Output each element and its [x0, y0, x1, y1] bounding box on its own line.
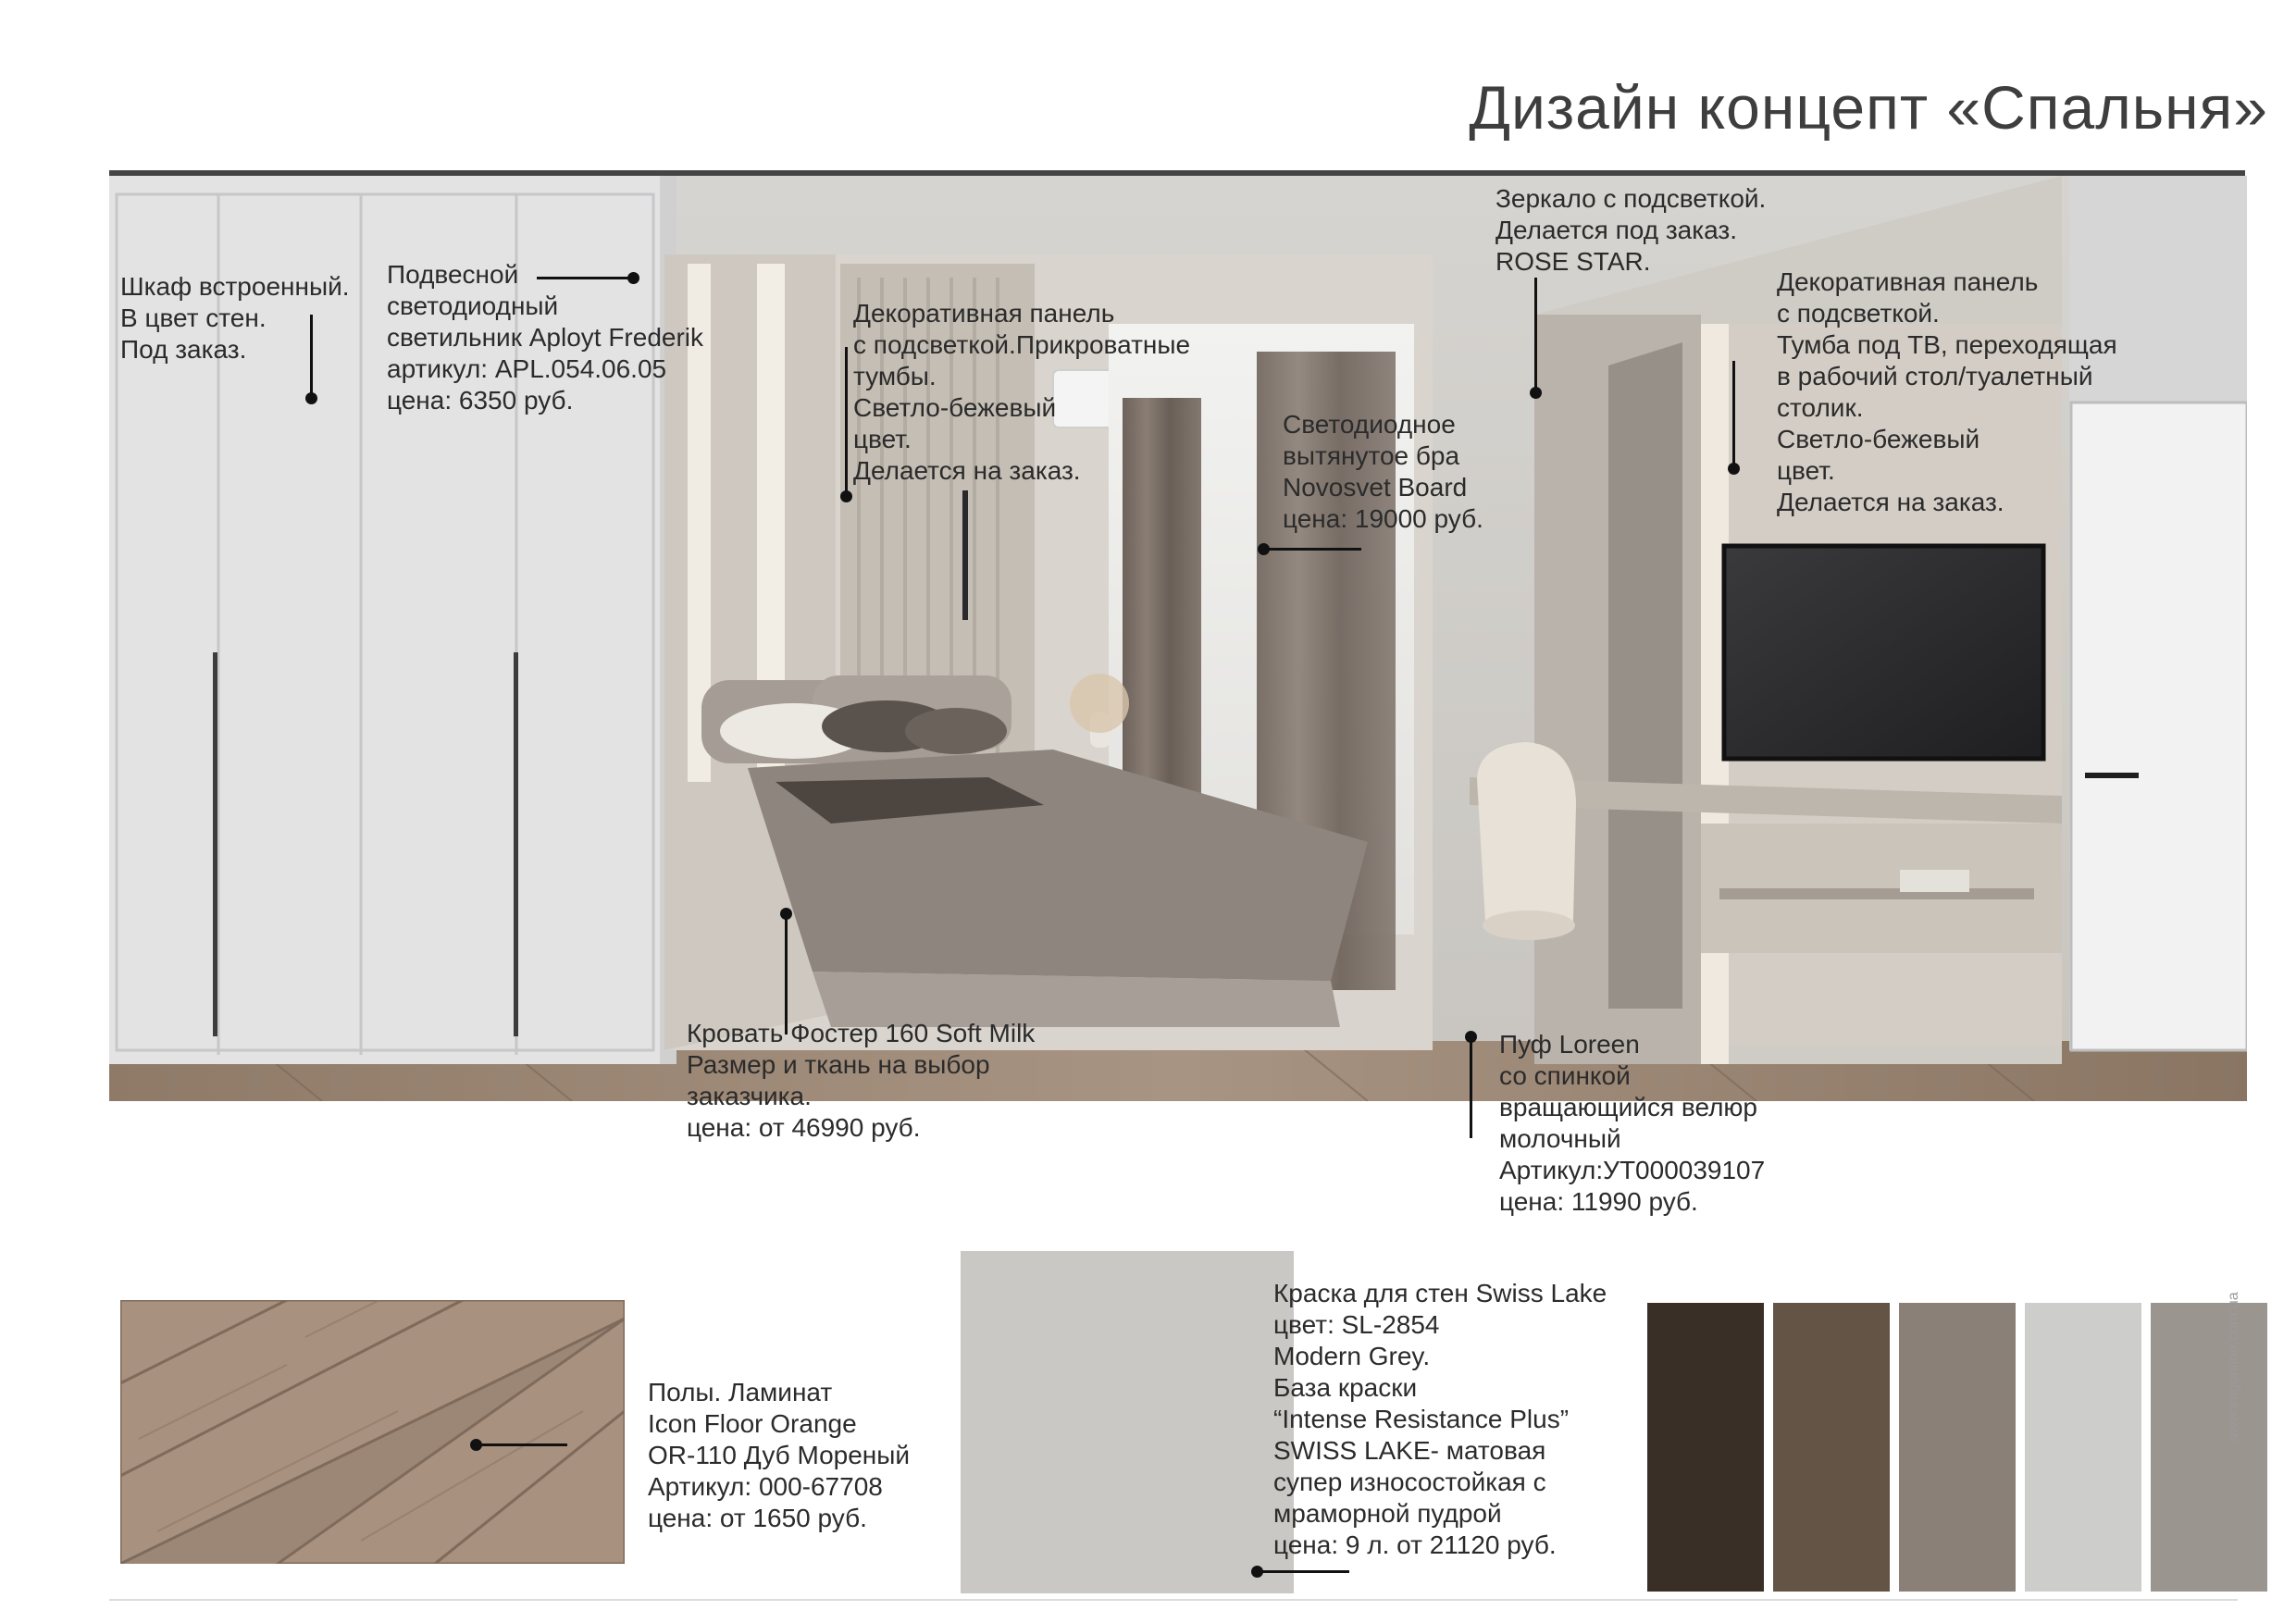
bed-marker [780, 908, 792, 920]
paint-marker [1251, 1566, 1263, 1578]
palette-swatch-5 [2151, 1303, 2267, 1592]
decor-panel-left-note: Декоративная панель с подсветкой.Прикроватные тумбы. Светло-бежевый цвет. Делается на заказ. [853, 299, 1191, 485]
palette-swatch-1 [1647, 1303, 1764, 1592]
pouf-leader [1470, 1036, 1472, 1138]
pendant-lamp-note: Подвесной светодиодный светильник Aployt Frederik артикул: APL.054.06.05 цена: 6350 руб. [387, 260, 704, 415]
footer-rule [109, 1599, 2238, 1601]
laminate-sample-image [120, 1300, 625, 1564]
floor-leader [477, 1443, 567, 1446]
wall-paint-swatch [961, 1251, 1294, 1593]
bed-leader [785, 914, 788, 1035]
floor-note: Полы. Ламинат Icon Floor Orange OR-110 Дуб Мореный Артикул: 000-67708 цена: от 1650 руб. [648, 1378, 911, 1532]
palette-swatch-4 [2025, 1303, 2141, 1592]
wardrobe-marker [305, 392, 317, 404]
mirror-marker [1530, 387, 1542, 399]
decor-panel-left-leader [845, 347, 848, 495]
decor-panel-left-marker [840, 490, 852, 502]
floor-marker [470, 1439, 482, 1451]
sconce-leader [1263, 548, 1361, 551]
wardrobe-note: Шкаф встроенный. В цвет стен. Под заказ. [120, 272, 350, 364]
decor-panel-right-marker [1728, 463, 1740, 475]
watermark: www.imgonline.com.ua [2226, 1292, 2241, 1443]
decor-panel-right-note: Декоративная панель с подсветкой. Тумба под ТВ, переходящая в рабочий стол/туалетный столик. Светло-бежевый цвет. Делается на заказ. [1777, 267, 2117, 516]
sconce-marker [1258, 543, 1270, 555]
page-title: Дизайн концепт «Спальня» [1469, 73, 2268, 142]
palette-swatch-2 [1773, 1303, 1890, 1592]
pouf-image [1477, 742, 1576, 940]
mirror-note: Зеркало с подсветкой. Делается под заказ. ROSE STAR. [1496, 184, 1767, 276]
decor-panel-right-leader [1732, 361, 1735, 467]
bed-note: Кровать Фостер 160 Soft Milk Размер и ткань на выбор заказчика. цена: от 46990 руб. [687, 1019, 1036, 1142]
paint-leader [1257, 1570, 1349, 1573]
paint-note: Краска для стен Swiss Lake цвет: SL-2854 Modern Grey. База краски “Intense Resistance Plus” SWISS LAKE- матовая супер износостойкая с мраморной пудрой цена: 9 л. от 21120 руб. [1273, 1279, 1607, 1559]
mirror-leader [1534, 278, 1537, 393]
tv-icon [1724, 546, 2043, 759]
pouf-marker [1465, 1031, 1477, 1043]
pouf-note: Пуф Loreen со спинкой вращающийся велюр молочный Артикул:УТ000039107 цена: 11990 руб. [1499, 1030, 1766, 1216]
sconce-note: Светодиодное вытянутое бра Novosvet Board цена: 19000 руб. [1283, 410, 1483, 533]
palette-swatch-3 [1899, 1303, 2016, 1592]
